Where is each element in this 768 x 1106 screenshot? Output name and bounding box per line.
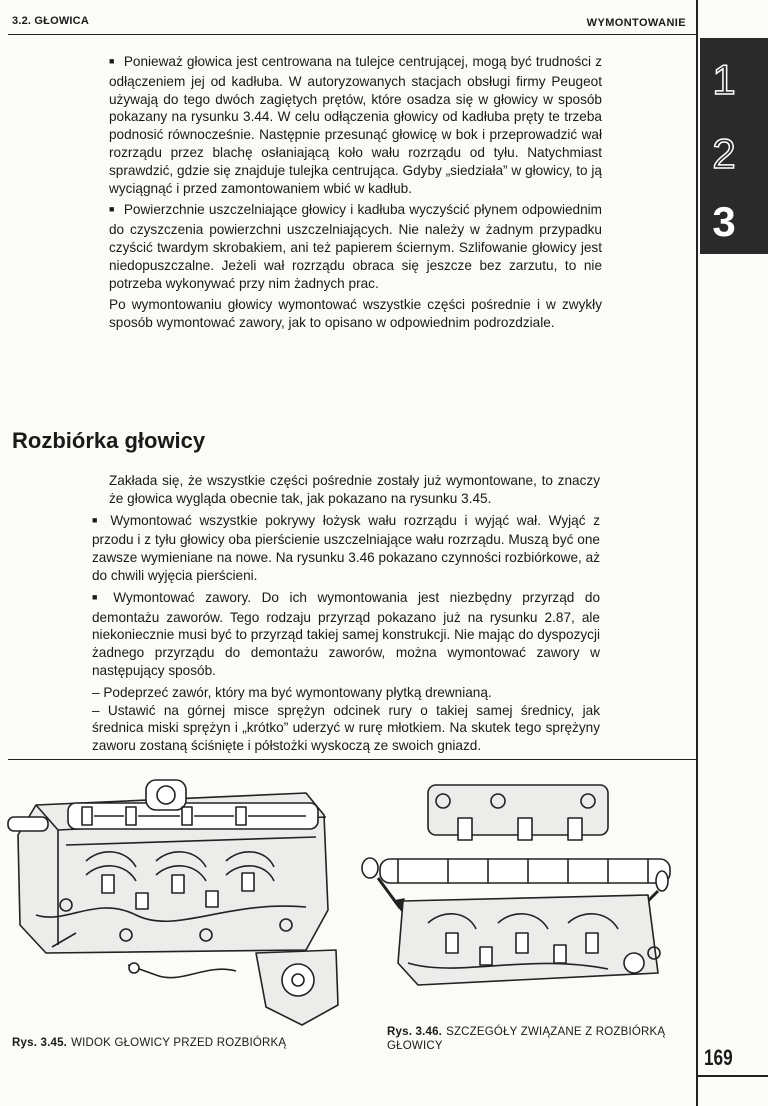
caption-text: SZCZEGÓŁY ZWIĄZANE Z ROZBIÓRKĄ: [446, 1026, 666, 1038]
running-header-chapter: WYMONTOWANIE: [586, 17, 686, 29]
chapter-tab-1: 1: [712, 56, 736, 103]
chapter-tab-2: 2: [712, 130, 736, 177]
paragraph: Zakłada się, że wszystkie części pośrednie zostały już wymontowane, to znaczy że głowica wygląda obecnie tak, jak pokazano na rysunku 3.45.: [109, 473, 600, 506]
margin-rule: [696, 0, 698, 1106]
caption-text: GŁOWICY: [387, 1040, 443, 1052]
figure-caption-3-46: [387, 1025, 665, 1053]
paragraph-text: Powierzchnie uszczelniające głowicy i kadłuba wyczyścić płynem odpowiednim do czyszczenia powierzchni uszczelniających. Nie należy w żadnym przypadku czyścić twardym skrobakiem, ani też papierem ściernym. Szlifowanie głowicy jest niedopuszczalne. Jeżeli wał rozrządu obraca się jeszcze bez zarzutu, to nie potrzeba wykonywać przy nim żadnych prac.: [109, 202, 602, 291]
chapter-tabs: [700, 38, 768, 254]
bullet-icon: [109, 54, 124, 69]
cylinder-head-illustration: [6, 775, 346, 1030]
running-header-section: 3.2. GŁOWICA: [12, 15, 89, 27]
paragraph: [92, 201, 602, 292]
list-item: – Ustawić na górnej misce sprężyn odcinek rury o takiej samej średnicy, jak średnica miski sprężyn i „krótko” uderzyć w rurę młotkiem. Na skutek tego sprężyny zaworu zostaną ściśnięte i półstożki wyskoczą ze swoich gniazd.: [92, 702, 600, 754]
top-text-block: [92, 53, 602, 336]
paragraph: [92, 589, 600, 680]
page-number-rule: [696, 1075, 768, 1077]
bullet-icon: [92, 513, 110, 528]
paragraph-text: Wymontować wszystkie pokrywy łożysk wału rozrządu i wyjąć wał. Wyjąć z przodu i z tyłu głowicy oba pierścienie uszczelniające wału rozrządu. Muszą być one zawsze wymieniane na nowe. Na rysunku 3.46 pokazano czynności rozbiórkowe, aż do chwili wyjęcia pierścieni.: [92, 512, 601, 583]
paragraph-text: Ponieważ głowica jest centrowana na tulejce centrującej, mogą być trudności z odłączeniem jej od kadłuba. W autoryzowanych stacjach obsługi firmy Peugeot używają do tego dwóch zagiętych prętów, które osadza się w głowicy w sposób pokazany na rysunku 3.44. W celu odłączenia głowicy od kadłuba pręty te trzeba podnosić równocześnie. Następnie przesunąć głowicę w bok i przeprowadzić wał rozrządu przez blachę osłaniającą koło wału rozrządu od tyłu. Natychmiast sprawdzić, gdzie się znajduje tulejka centrująca. Gdyby „siedziała” w głowicy, to ją wyciągnąć i przed zamontowaniem wbić w kadłub.: [109, 54, 602, 196]
section-title: Rozbiórka głowicy: [12, 428, 206, 453]
bullet-icon: [92, 590, 113, 605]
header-rule: [8, 34, 696, 35]
section-text-block: [92, 472, 600, 759]
paragraph-text: Wymontować zawory. Do ich wymontowania jest niezbędny przyrząd do demontażu zaworów. Tego rodzaju przyrząd pokazano już na rysunku 2.87, ale niekoniecznie musi być to przyrząd takiej samej konstrukcji. Nie mając do dyspozycji żadnego przyrządu do demontażu zaworów, można wymontować zawory w następujący sposób.: [92, 589, 600, 678]
chapter-tab-3-active: 3: [712, 198, 736, 245]
figure-label: Rys. 3.46.: [387, 1026, 443, 1038]
paragraph: Po wymontowaniu głowicy wymontować wszystkie części pośrednie i w zwykły sposób wymontować zawory, jak to opisano w odpowiednim podrozdziale.: [109, 297, 602, 331]
paragraph: [92, 53, 602, 197]
figure-caption-3-45: [12, 1036, 286, 1050]
paragraph: [92, 512, 600, 585]
caption-text: WIDOK GŁOWICY PRZED ROZBIÓRKĄ: [71, 1037, 287, 1049]
camshaft-removal-illustration: [358, 773, 680, 1005]
list-item: – Podeprzeć zawór, który ma być wymontowany płytką drewnianą.: [92, 684, 492, 700]
figure-rule: [8, 759, 696, 760]
figure-label: Rys. 3.45.: [12, 1037, 68, 1049]
page-number: 169: [704, 1045, 733, 1070]
bullet-icon: [109, 202, 124, 217]
